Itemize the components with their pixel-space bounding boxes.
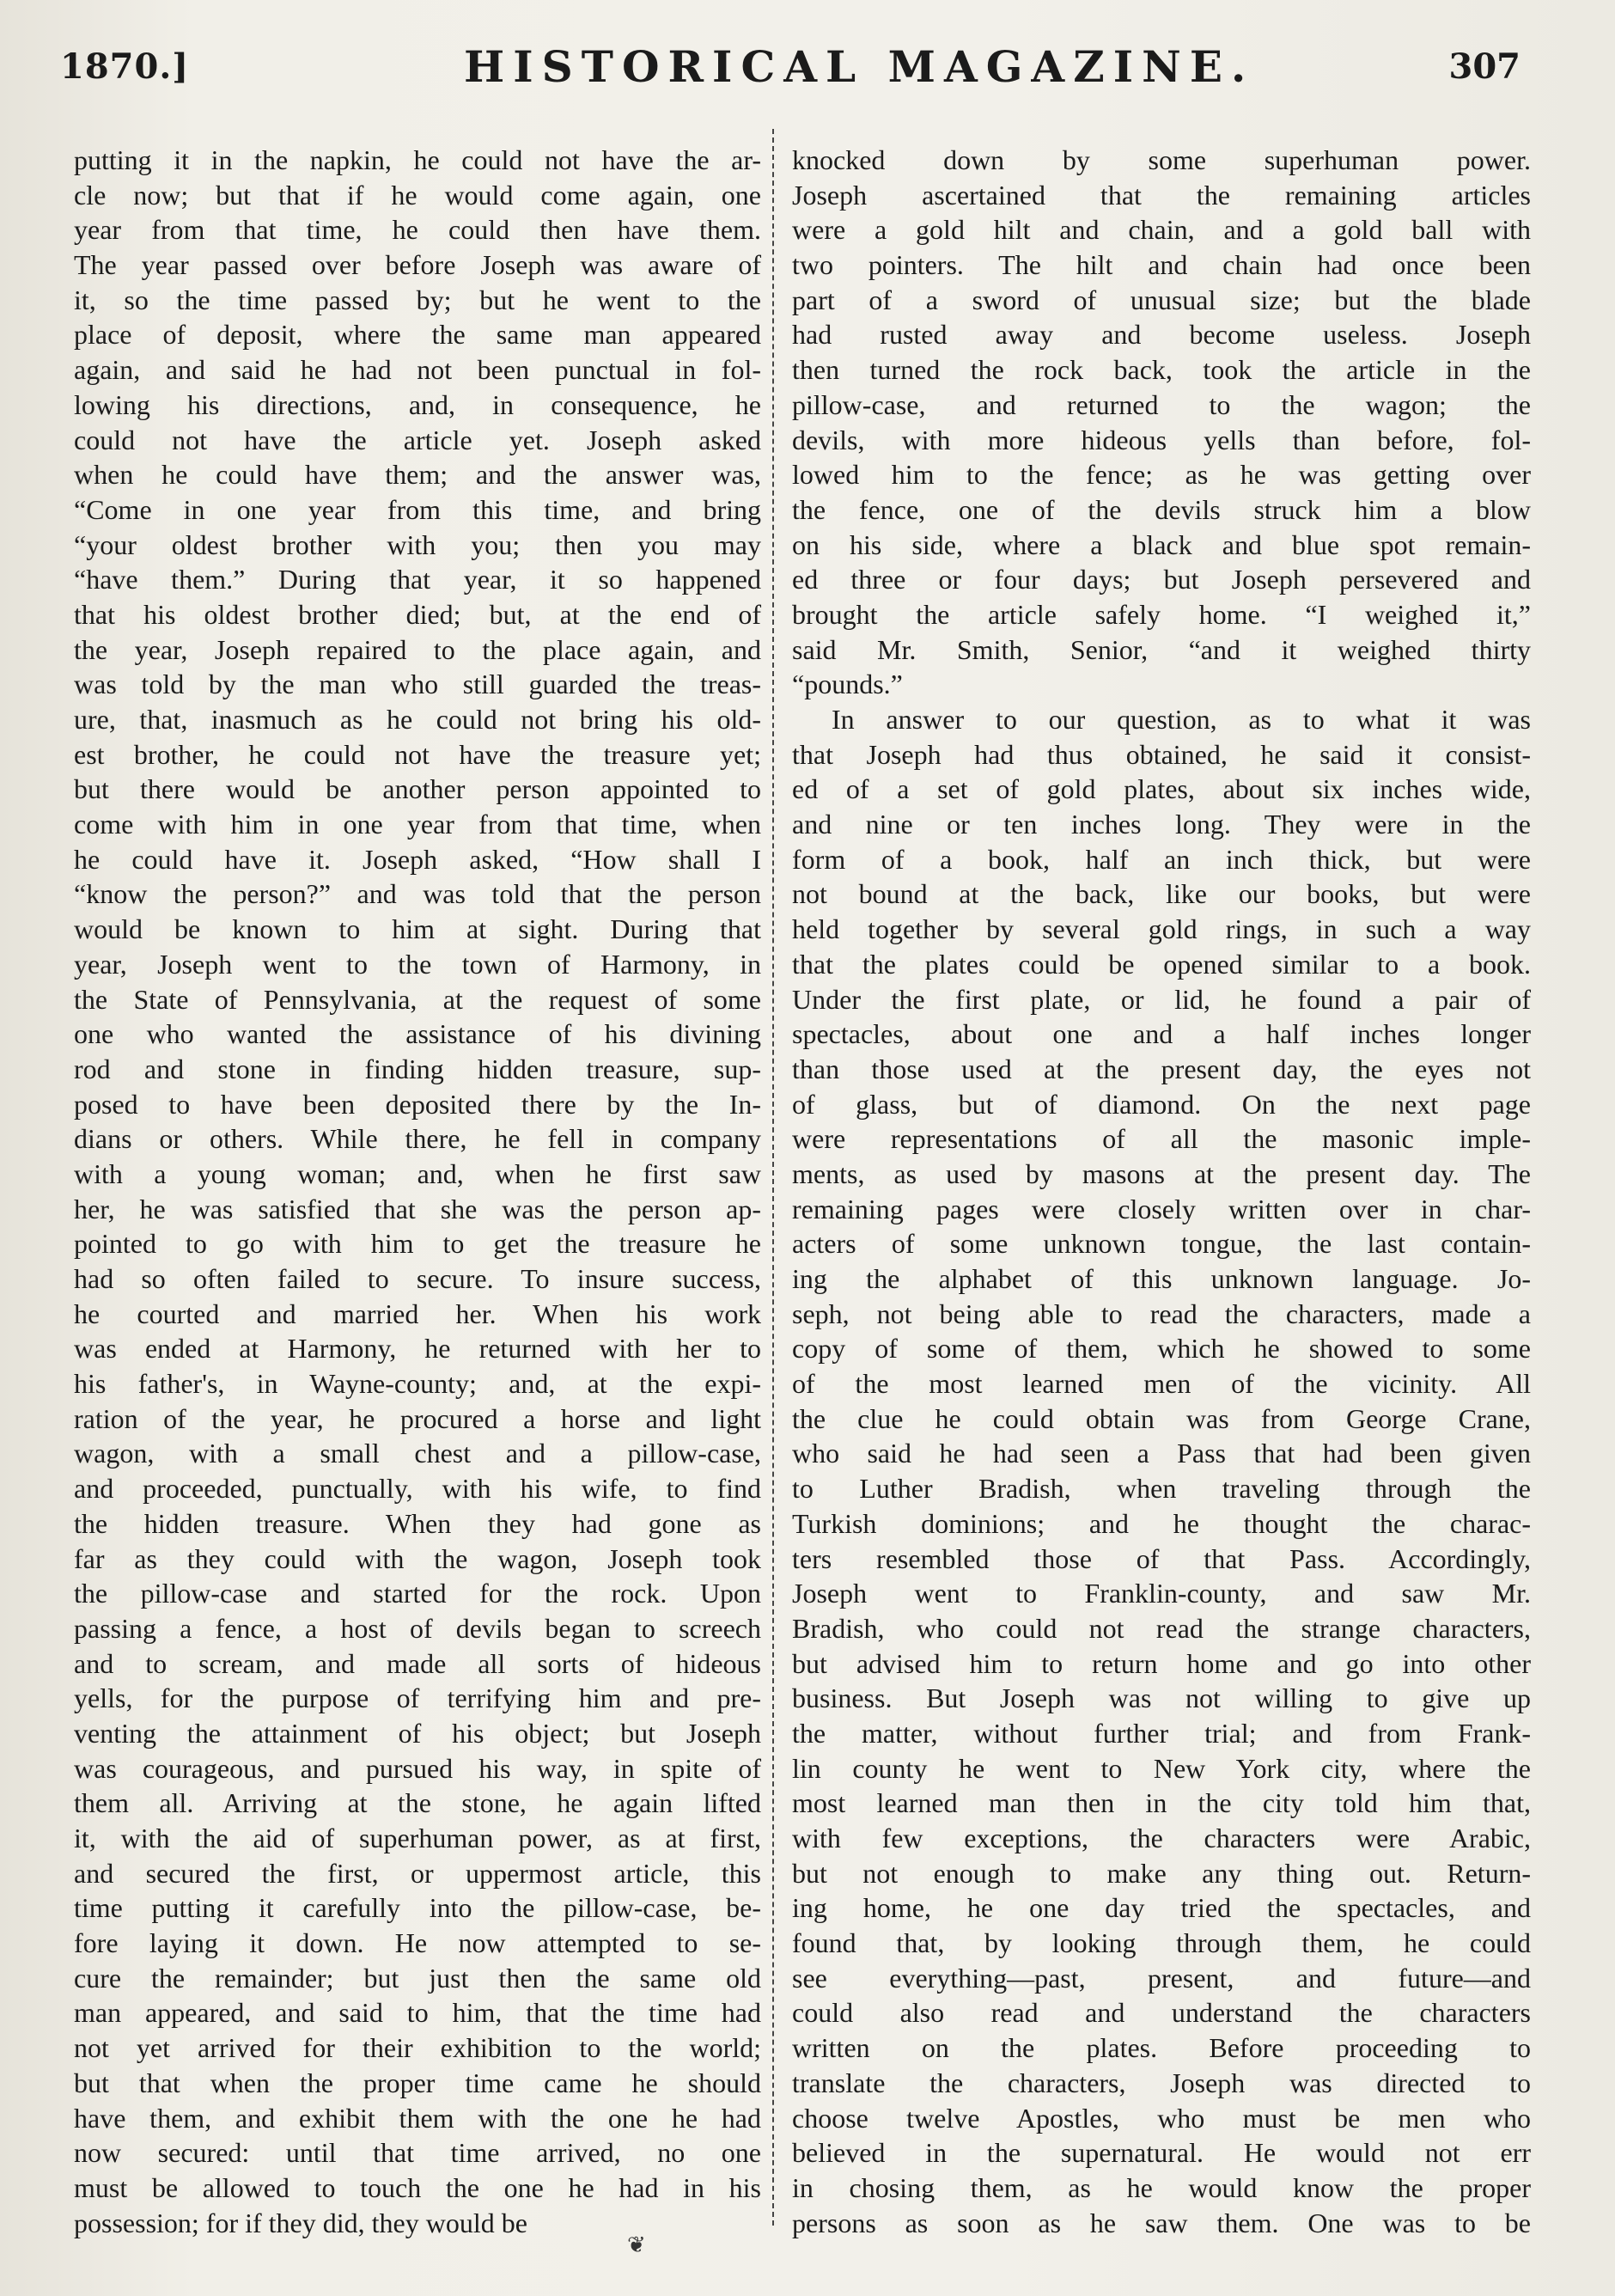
text-line: now secured: until that time arrived, no one: [74, 2137, 761, 2169]
text-line: that Joseph had thus obtained, he said it consist-: [792, 738, 1531, 770]
text-line: with few exceptions, the characters were Arabic,: [792, 1823, 1531, 1853]
text-line: remaining pages were closely written over in char-: [792, 1193, 1531, 1224]
text-line: and to scream, and made all sorts of hideous: [74, 1647, 761, 1679]
text-line: translate the characters, Joseph was directed to: [792, 2067, 1531, 2098]
column-divider: [772, 129, 774, 2226]
text-line: place of deposit, where the same man appeared: [74, 319, 761, 351]
text-line: persons as soon as he saw them. One was to be: [792, 2207, 1531, 2238]
text-line: but that when the proper time came he should: [74, 2067, 761, 2098]
text-line: Joseph went to Franklin-county, and saw Mr.: [792, 1578, 1531, 1609]
text-line: not bound at the back, like our books, but were: [792, 878, 1531, 910]
text-line: copy of some of them, which he showed to some: [792, 1333, 1531, 1365]
left-column: [74, 143, 761, 2238]
text-line: venting the attainment of his object; but Joseph: [74, 1717, 761, 1749]
text-line: could also read and understand the characters: [792, 1997, 1531, 2029]
text-line: and proceeded, punctually, with his wife, to find: [74, 1473, 761, 1505]
text-line: possession; for if they did, they would be: [74, 2207, 527, 2238]
text-line: passing a fence, a host of devils began to screech: [74, 1612, 761, 1644]
text-line: he courted and married her. When his work: [74, 1298, 761, 1329]
text-line: “Come in one year from this time, and bring: [74, 493, 761, 525]
text-line: had so often failed to secure. To insure success,: [74, 1263, 761, 1294]
text-line: were representations of all the masonic imple-: [792, 1123, 1531, 1155]
text-line: have them, and exhibit them with the one he had: [74, 2102, 761, 2134]
text-line: but not enough to make any thing out. Return-: [792, 1857, 1531, 1889]
text-line: knocked down by some superhuman power.: [792, 144, 1531, 175]
text-line: choose twelve Apostles, who must be men who: [792, 2102, 1531, 2134]
text-line: cure the remainder; but just then the same old: [74, 1962, 761, 1994]
text-line: that the plates could be opened similar to a book.: [792, 948, 1531, 980]
text-line: lowing his directions, and, in consequence, he: [74, 388, 761, 420]
text-line: year, Joseph went to the town of Harmony, in: [74, 948, 761, 980]
text-line: posed to have been deposited there by the In-: [74, 1088, 761, 1120]
text-line: ed of a set of gold plates, about six inches wide,: [792, 773, 1531, 805]
ornament-icon: ❦: [627, 2232, 646, 2258]
text-line: his father's, in Wayne-county; and, at the expi-: [74, 1368, 761, 1400]
text-line: Turkish dominions; and he thought the charac-: [792, 1507, 1531, 1539]
text-line: est brother, he could not have the treasure yet;: [74, 738, 761, 770]
page-number: 307: [1448, 46, 1521, 87]
text-line: of glass, but of diamond. On the next page: [792, 1088, 1531, 1120]
text-line: the clue he could obtain was from George Crane,: [792, 1402, 1531, 1434]
text-line: form of a book, half an inch thick, but were: [792, 843, 1531, 875]
text-line: “have them.” During that year, it so happened: [74, 564, 761, 595]
text-line: them all. Arriving at the stone, he again lifted: [74, 1787, 761, 1819]
text-line: written on the plates. Before proceeding to: [792, 2032, 1531, 2064]
text-line: it, so the time passed by; but he went to the: [74, 284, 761, 315]
text-line: devils, with more hideous yells than before, fol-: [792, 424, 1531, 455]
text-line: and nine or ten inches long. They were in the: [792, 809, 1531, 840]
text-line: ing the alphabet of this unknown language. Jo-: [792, 1263, 1531, 1294]
text-line: most learned man then in the city told him that,: [792, 1787, 1531, 1819]
text-line: the pillow-case and started for the rock. Upon: [74, 1578, 761, 1609]
text-line: ters resembled those of that Pass. Accordingly,: [792, 1542, 1531, 1574]
text-line: when he could have them; and the answer was,: [74, 459, 761, 491]
text-line: man appeared, and said to him, that the time had: [74, 1997, 761, 2029]
text-line: come with him in one year from that time, when: [74, 809, 761, 840]
text-line: Under the first plate, or lid, he found a pair of: [792, 983, 1531, 1015]
text-line: acters of some unknown tongue, the last contain-: [792, 1228, 1531, 1260]
text-line: In answer to our question, as to what it was: [832, 704, 1531, 735]
text-line: again, and said he had not been punctual in fol-: [74, 354, 761, 386]
text-line: lin county he went to New York city, where the: [792, 1752, 1531, 1784]
text-line: it, with the aid of superhuman power, as at first,: [74, 1823, 761, 1853]
text-line: seph, not being able to read the characters, made a: [792, 1298, 1531, 1329]
text-line: dians or others. While there, he fell in company: [74, 1123, 761, 1155]
text-line: could not have the article yet. Joseph asked: [74, 424, 761, 455]
text-line: and secured the first, or uppermost article, this: [74, 1857, 761, 1889]
text-line: found that, by looking through them, he could: [792, 1927, 1531, 1959]
text-line: in chosing them, as he would know the proper: [792, 2171, 1531, 2203]
page-header: [60, 41, 1521, 101]
text-line: two pointers. The hilt and chain had once been: [792, 249, 1531, 281]
text-line: ure, that, inasmuch as he could not bring his old-: [74, 704, 761, 735]
text-line: see everything—past, present, and future—and: [792, 1962, 1531, 1994]
text-line: ments, as used by masons at the present day. The: [792, 1157, 1531, 1189]
text-line: but advised him to return home and go into other: [792, 1647, 1531, 1679]
text-line: “your oldest brother with you; then you may: [74, 528, 761, 560]
text-line: year from that time, he could then have them.: [74, 214, 761, 246]
text-line: to Luther Bradish, when traveling through the: [792, 1473, 1531, 1505]
text-line: he could have it. Joseph asked, “How shall I: [74, 843, 761, 875]
header-year: 1870.]: [60, 46, 190, 87]
text-line: ration of the year, he procured a horse and light: [74, 1402, 761, 1434]
text-line: ing home, he one day tried the spectacles, and: [792, 1892, 1531, 1924]
text-line: brought the article safely home. “I weighed it,”: [792, 598, 1531, 630]
text-line: yells, for the purpose of terrifying him and pre-: [74, 1682, 761, 1714]
text-line: one who wanted the assistance of his divining: [74, 1018, 761, 1050]
right-column: [792, 143, 1531, 2238]
text-line: The year passed over before Joseph was aware of: [74, 249, 761, 281]
text-line: the fence, one of the devils struck him a blow: [792, 493, 1531, 525]
text-line: fore laying it down. He now attempted to se-: [74, 1927, 761, 1959]
text-line: on his side, where a black and blue spot remain-: [792, 528, 1531, 560]
text-line: putting it in the napkin, he could not have the ar-: [74, 144, 761, 175]
text-line: with a young woman; and, when he first saw: [74, 1157, 761, 1189]
text-line: “pounds.”: [792, 669, 903, 700]
text-line: pointed to go with him to get the treasure he: [74, 1228, 761, 1260]
text-line: who said he had seen a Pass that had been given: [792, 1438, 1531, 1469]
text-line: said Mr. Smith, Senior, “and it weighed thirty: [792, 633, 1531, 665]
text-line: the matter, without further trial; and from Frank-: [792, 1717, 1531, 1749]
text-line: the State of Pennsylvania, at the request of some: [74, 983, 761, 1015]
text-line: cle now; but that if he would come again, one: [74, 179, 761, 211]
text-line: had rusted away and become useless. Joseph: [792, 319, 1531, 351]
text-line: than those used at the present day, the eyes not: [792, 1053, 1531, 1084]
text-line: pillow-case, and returned to the wagon; the: [792, 388, 1531, 420]
text-line: “know the person?” and was told that the person: [74, 878, 761, 910]
text-line: would be known to him at sight. During that: [74, 913, 761, 945]
text-line: lowed him to the fence; as he was getting over: [792, 459, 1531, 491]
text-line: Bradish, who could not read the strange characters,: [792, 1612, 1531, 1644]
text-line: was told by the man who still guarded the treas-: [74, 669, 761, 700]
text-line: her, he was satisfied that she was the person ap-: [74, 1193, 761, 1224]
text-line: held together by several gold rings, in such a way: [792, 913, 1531, 945]
text-line: time putting it carefully into the pillow-case, be-: [74, 1892, 761, 1924]
text-line: part of a sword of unusual size; but the blade: [792, 284, 1531, 315]
text-line: that his oldest brother died; but, at the end of: [74, 598, 761, 630]
header-title: HISTORICAL MAGAZINE.: [464, 41, 1255, 92]
text-line: believed in the supernatural. He would not err: [792, 2137, 1531, 2169]
text-line: wagon, with a small chest and a pillow-case,: [74, 1438, 761, 1469]
text-line: the year, Joseph repaired to the place again, and: [74, 633, 761, 665]
text-line: but there would be another person appointed to: [74, 773, 761, 805]
text-line: ed three or four days; but Joseph persevered and: [792, 564, 1531, 595]
text-line: the hidden treasure. When they had gone as: [74, 1507, 761, 1539]
text-line: rod and stone in finding hidden treasure, sup-: [74, 1053, 761, 1084]
text-line: business. But Joseph was not willing to give up: [792, 1682, 1531, 1714]
text-line: must be allowed to touch the one he had in his: [74, 2171, 761, 2203]
text-line: spectacles, about one and a half inches longer: [792, 1018, 1531, 1050]
text-line: Joseph ascertained that the remaining articles: [792, 179, 1531, 211]
text-line: then turned the rock back, took the article in the: [792, 354, 1531, 386]
text-line: far as they could with the wagon, Joseph took: [74, 1542, 761, 1574]
text-line: of the most learned men of the vicinity. All: [792, 1368, 1531, 1400]
text-line: was ended at Harmony, he returned with her to: [74, 1333, 761, 1365]
text-line: not yet arrived for their exhibition to the world;: [74, 2032, 761, 2064]
text-line: were a gold hilt and chain, and a gold ball with: [792, 214, 1531, 246]
text-line: was courageous, and pursued his way, in spite of: [74, 1752, 761, 1784]
